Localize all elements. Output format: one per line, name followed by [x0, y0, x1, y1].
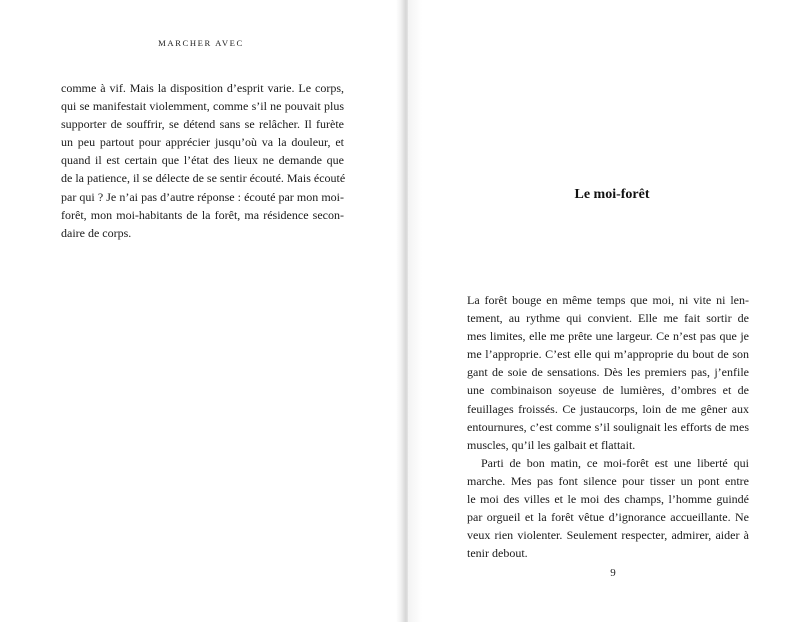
paragraph	[467, 454, 749, 563]
text-line: marche. Mes pas font silence pour tisser un pont entre	[467, 473, 749, 488]
text-line: tenir debout.	[467, 546, 528, 561]
text-line: gant de soie de sensations. Dès les premiers pas, j’enfile	[467, 365, 749, 380]
text-line: veux rien violenter. Seulement respecter, admirer, aider à	[467, 528, 749, 543]
text-line: forêt, mon moi-habitants de la forêt, ma résidence secon-	[61, 207, 344, 222]
text-line: supporter de souffrir, se détend sans se relâcher. Il furète	[61, 117, 344, 132]
paragraph	[467, 291, 749, 454]
left-page	[0, 0, 402, 622]
text-line: de la patience, il se délecte de se sentir écouté. Mais écouté	[61, 171, 346, 186]
text-line: mes limites, elle me prête une largeur. Ce n’est pas que je	[467, 329, 749, 344]
text-line: muscles, qu’il les galbait et flattait.	[467, 437, 636, 452]
text-line: une combinaison soyeuse de lumières, d’ombres et de	[467, 383, 749, 398]
text-line: quand il est certain que l’état des lieux ne demande que	[61, 153, 344, 168]
text-line: par orgueil et la forêt vêtue d’ignorance accueillante. Ne	[467, 510, 749, 525]
right-page	[408, 0, 808, 622]
text-line: comme à vif. Mais la disposition d’esprit varie. Le corps,	[61, 81, 344, 95]
text-line: me l’approprie. C’est elle qui m’approprie du bout de son	[467, 347, 749, 362]
right-page-body	[467, 291, 749, 562]
chapter-title	[408, 187, 808, 203]
chapter-title-text: Le moi-forêt	[574, 187, 650, 202]
text-line: le moi des villes et le moi des champs, l’homme guindé	[467, 492, 749, 507]
text-line: par qui ? Je n’ai pas d’autre réponse : écouté par mon moi-	[61, 189, 344, 204]
text-line: daire de corps.	[61, 225, 132, 240]
page-number: 9	[610, 567, 616, 579]
left-page-body	[61, 79, 344, 242]
text-line: La forêt bouge en même temps que moi, ni vite ni len-	[467, 293, 749, 307]
text-line: entournures, c’est comme s’il soulignait les efforts de mes	[467, 419, 749, 434]
running-head: MARCHER AVEC	[158, 38, 244, 48]
text-line: Parti de bon matin, ce moi-forêt est une liberté qui	[481, 455, 749, 470]
text-line: qui se manifestait violemment, comme s’il ne pouvait plus	[61, 99, 344, 114]
text-line: tement, au rythme qui convient. Elle me fait sortir de	[467, 311, 749, 326]
text-line: un peu partout pour apprécier jusqu’où va la douleur, et	[61, 135, 344, 150]
text-line: feuillages froissés. Ce justaucorps, loin de me gêner aux	[467, 401, 749, 416]
